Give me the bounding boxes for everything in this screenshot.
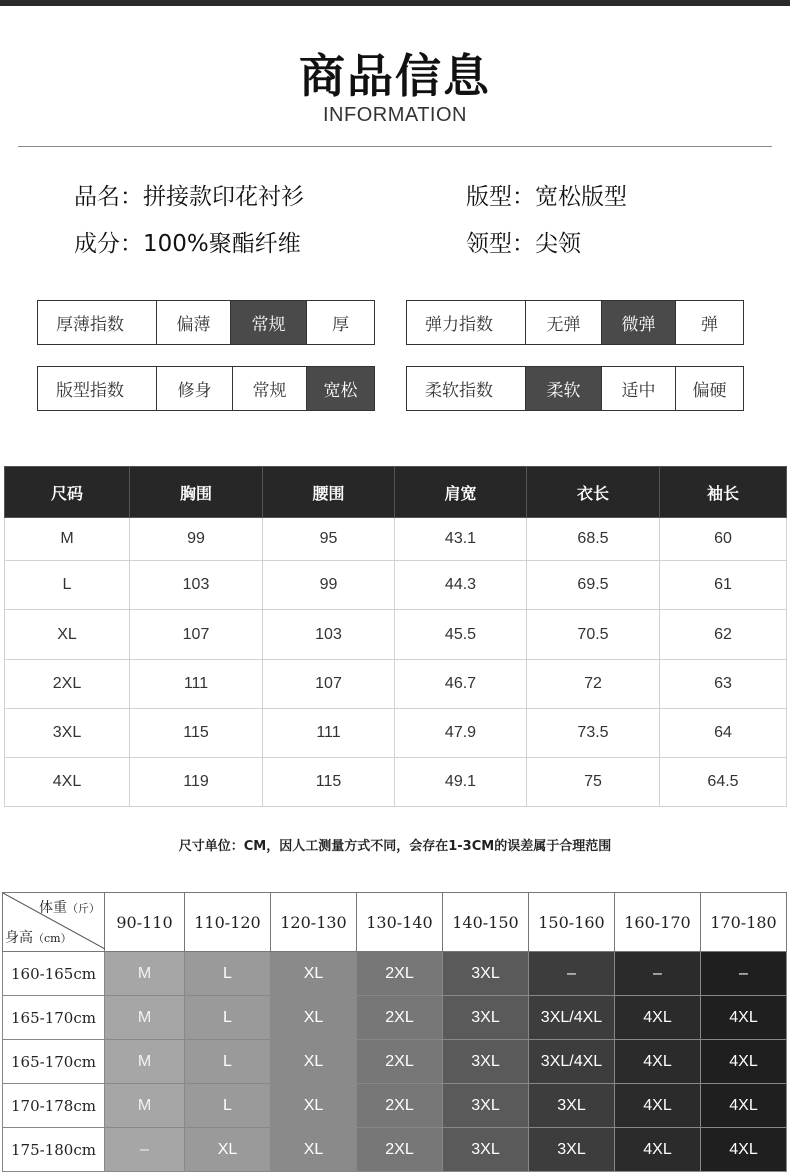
weight-axis-label	[39, 897, 100, 917]
size-row	[5, 610, 787, 660]
recommended-size-cell: –	[529, 952, 615, 996]
thickness-option: 厚	[307, 301, 375, 345]
recommended-size-cell: 4XL	[701, 996, 787, 1040]
weight-range-header: 150-160	[529, 893, 615, 952]
size-row	[5, 518, 787, 561]
size-cell: 45.5	[395, 610, 527, 660]
recommended-size-cell: XL	[271, 996, 357, 1040]
weight-range-header: 140-150	[443, 893, 529, 952]
size-cell: 107	[130, 610, 263, 660]
softness-option: 偏硬	[676, 367, 744, 411]
size-table-header	[5, 467, 787, 518]
recommended-size-cell: 3XL	[443, 1084, 529, 1128]
recommended-size-cell: 4XL	[615, 996, 701, 1040]
recommended-size-cell: 2XL	[357, 1128, 443, 1172]
softness-index-label: 柔软指数	[407, 367, 526, 411]
size-cell: 115	[130, 709, 263, 758]
recommended-size-cell: L	[185, 1084, 271, 1128]
size-cell: 111	[130, 660, 263, 709]
recommended-size-cell: 2XL	[357, 1084, 443, 1128]
recommended-size-cell: –	[105, 1128, 185, 1172]
size-cell: 73.5	[527, 709, 660, 758]
elasticity-index-label: 弹力指数	[407, 301, 526, 345]
recommended-size-cell: XL	[271, 1128, 357, 1172]
size-cell: 49.1	[395, 758, 527, 807]
size-row	[5, 660, 787, 709]
height-range-cell: 160-165cm	[3, 952, 105, 996]
size-cell: 75	[527, 758, 660, 807]
size-cell: M	[5, 518, 130, 561]
size-header-cell: 腰围	[263, 467, 395, 518]
size-cell: 62	[660, 610, 787, 660]
product-fit-label: 版型：	[466, 184, 535, 210]
thickness-option-selected: 常规	[231, 301, 307, 345]
recommended-size-cell: 4XL	[701, 1128, 787, 1172]
recommended-size-cell: 3XL	[443, 952, 529, 996]
recommended-size-cell: 3XL	[529, 1128, 615, 1172]
softness-option-selected: 柔软	[526, 367, 602, 411]
height-range-cell: 165-170cm	[3, 1040, 105, 1084]
size-cell: 99	[263, 561, 395, 610]
recommendation-row	[3, 1040, 787, 1084]
weight-range-header: 130-140	[357, 893, 443, 952]
product-fit-value: 宽松版型	[535, 184, 627, 210]
product-name-value: 拼接款印花衬衫	[143, 184, 304, 210]
size-cell: 61	[660, 561, 787, 610]
elasticity-option: 弹	[676, 301, 744, 345]
size-cell: 47.9	[395, 709, 527, 758]
height-range-cell: 165-170cm	[3, 996, 105, 1040]
weight-unit: （斤）	[67, 902, 100, 915]
size-cell: 2XL	[5, 660, 130, 709]
size-cell: XL	[5, 610, 130, 660]
size-cell: 99	[130, 518, 263, 561]
recommended-size-cell: M	[105, 1084, 185, 1128]
weight-range-header: 160-170	[615, 893, 701, 952]
elasticity-option-selected: 微弹	[602, 301, 676, 345]
recommended-size-cell: XL	[271, 1040, 357, 1084]
recommended-size-cell: 4XL	[701, 1040, 787, 1084]
softness-index	[406, 366, 744, 411]
size-header-cell: 袖长	[660, 467, 787, 518]
size-cell: 46.7	[395, 660, 527, 709]
recommended-size-cell: 3XL	[443, 996, 529, 1040]
size-row	[5, 709, 787, 758]
thickness-index	[37, 300, 375, 345]
weight-range-header: 90-110	[105, 893, 185, 952]
size-cell: 64	[660, 709, 787, 758]
recommended-size-cell: L	[185, 952, 271, 996]
size-cell: 107	[263, 660, 395, 709]
measurement-note: 尺寸单位：CM，因人工测量方式不同，会存在1-3CM的误差属于合理范围	[178, 839, 612, 854]
product-material	[74, 225, 301, 258]
top-bar	[0, 0, 790, 6]
size-row	[5, 758, 787, 807]
recommended-size-cell: XL	[271, 952, 357, 996]
size-cell: 63	[660, 660, 787, 709]
product-material-label: 成分：	[74, 231, 143, 257]
softness-option: 适中	[602, 367, 676, 411]
size-cell: 64.5	[660, 758, 787, 807]
recommended-size-cell: 4XL	[701, 1084, 787, 1128]
recommendation-header	[3, 893, 787, 952]
size-header-cell: 胸围	[130, 467, 263, 518]
size-cell: 103	[130, 561, 263, 610]
recommended-size-cell: M	[105, 996, 185, 1040]
size-cell: 70.5	[527, 610, 660, 660]
size-cell: L	[5, 561, 130, 610]
size-cell: 103	[263, 610, 395, 660]
divider	[18, 146, 772, 147]
recommendation-row	[3, 952, 787, 996]
product-collar-label: 领型：	[466, 231, 535, 257]
height-label: 身高	[5, 930, 33, 946]
product-collar	[466, 225, 581, 258]
product-name	[74, 178, 304, 211]
recommendation-row	[3, 1084, 787, 1128]
elasticity-option: 无弹	[526, 301, 602, 345]
size-cell: 68.5	[527, 518, 660, 561]
recommended-size-cell: 3XL	[443, 1040, 529, 1084]
recommendation-row	[3, 1128, 787, 1172]
size-cell: 119	[130, 758, 263, 807]
size-cell: 69.5	[527, 561, 660, 610]
size-cell: 43.1	[395, 518, 527, 561]
size-cell: 95	[263, 518, 395, 561]
product-collar-value: 尖领	[535, 231, 581, 257]
recommended-size-cell: –	[701, 952, 787, 996]
elasticity-index	[406, 300, 744, 345]
recommended-size-cell: 4XL	[615, 1128, 701, 1172]
height-range-cell: 175-180cm	[3, 1128, 105, 1172]
product-name-label: 品名：	[74, 184, 143, 210]
recommended-size-cell: XL	[271, 1084, 357, 1128]
product-fit	[466, 178, 627, 211]
thickness-index-label: 厚薄指数	[38, 301, 157, 345]
fit-option-selected: 宽松	[307, 367, 375, 411]
recommended-size-cell: 4XL	[615, 1040, 701, 1084]
recommended-size-cell: –	[615, 952, 701, 996]
height-range-cell: 170-178cm	[3, 1084, 105, 1128]
recommended-size-cell: 3XL	[443, 1128, 529, 1172]
size-cell: 72	[527, 660, 660, 709]
corner-cell	[3, 893, 105, 952]
size-header-cell: 衣长	[527, 467, 660, 518]
weight-label: 体重	[39, 900, 67, 916]
recommendation-row	[3, 996, 787, 1040]
size-cell: 4XL	[5, 758, 130, 807]
recommended-size-cell: L	[185, 996, 271, 1040]
fit-option: 常规	[233, 367, 307, 411]
size-header-cell: 尺码	[5, 467, 130, 518]
fit-option: 修身	[157, 367, 233, 411]
size-cell: 44.3	[395, 561, 527, 610]
page-title: 商品信息	[299, 49, 491, 103]
recommended-size-cell: L	[185, 1040, 271, 1084]
recommended-size-cell: 2XL	[357, 1040, 443, 1084]
size-header-cell: 肩宽	[395, 467, 527, 518]
page-subtitle: INFORMATION	[322, 104, 467, 126]
product-material-value: 100%聚酯纤维	[143, 231, 301, 257]
size-cell: 3XL	[5, 709, 130, 758]
fit-index	[37, 366, 375, 411]
recommended-size-cell: M	[105, 952, 185, 996]
height-axis-label	[5, 927, 72, 947]
weight-range-header: 170-180	[701, 893, 787, 952]
recommended-size-cell: 2XL	[357, 996, 443, 1040]
size-recommendation-table	[2, 892, 787, 1172]
thickness-option: 偏薄	[157, 301, 231, 345]
recommended-size-cell: M	[105, 1040, 185, 1084]
weight-range-header: 110-120	[185, 893, 271, 952]
recommended-size-cell: XL	[185, 1128, 271, 1172]
height-unit: （cm）	[33, 932, 72, 945]
recommended-size-cell: 2XL	[357, 952, 443, 996]
fit-index-label: 版型指数	[38, 367, 157, 411]
recommended-size-cell: 4XL	[615, 1084, 701, 1128]
size-table	[4, 466, 787, 807]
size-cell: 60	[660, 518, 787, 561]
size-cell: 115	[263, 758, 395, 807]
size-cell: 111	[263, 709, 395, 758]
recommended-size-cell: 3XL	[529, 1084, 615, 1128]
recommended-size-cell: 3XL/4XL	[529, 996, 615, 1040]
size-row	[5, 561, 787, 610]
weight-range-header: 120-130	[271, 893, 357, 952]
recommended-size-cell: 3XL/4XL	[529, 1040, 615, 1084]
